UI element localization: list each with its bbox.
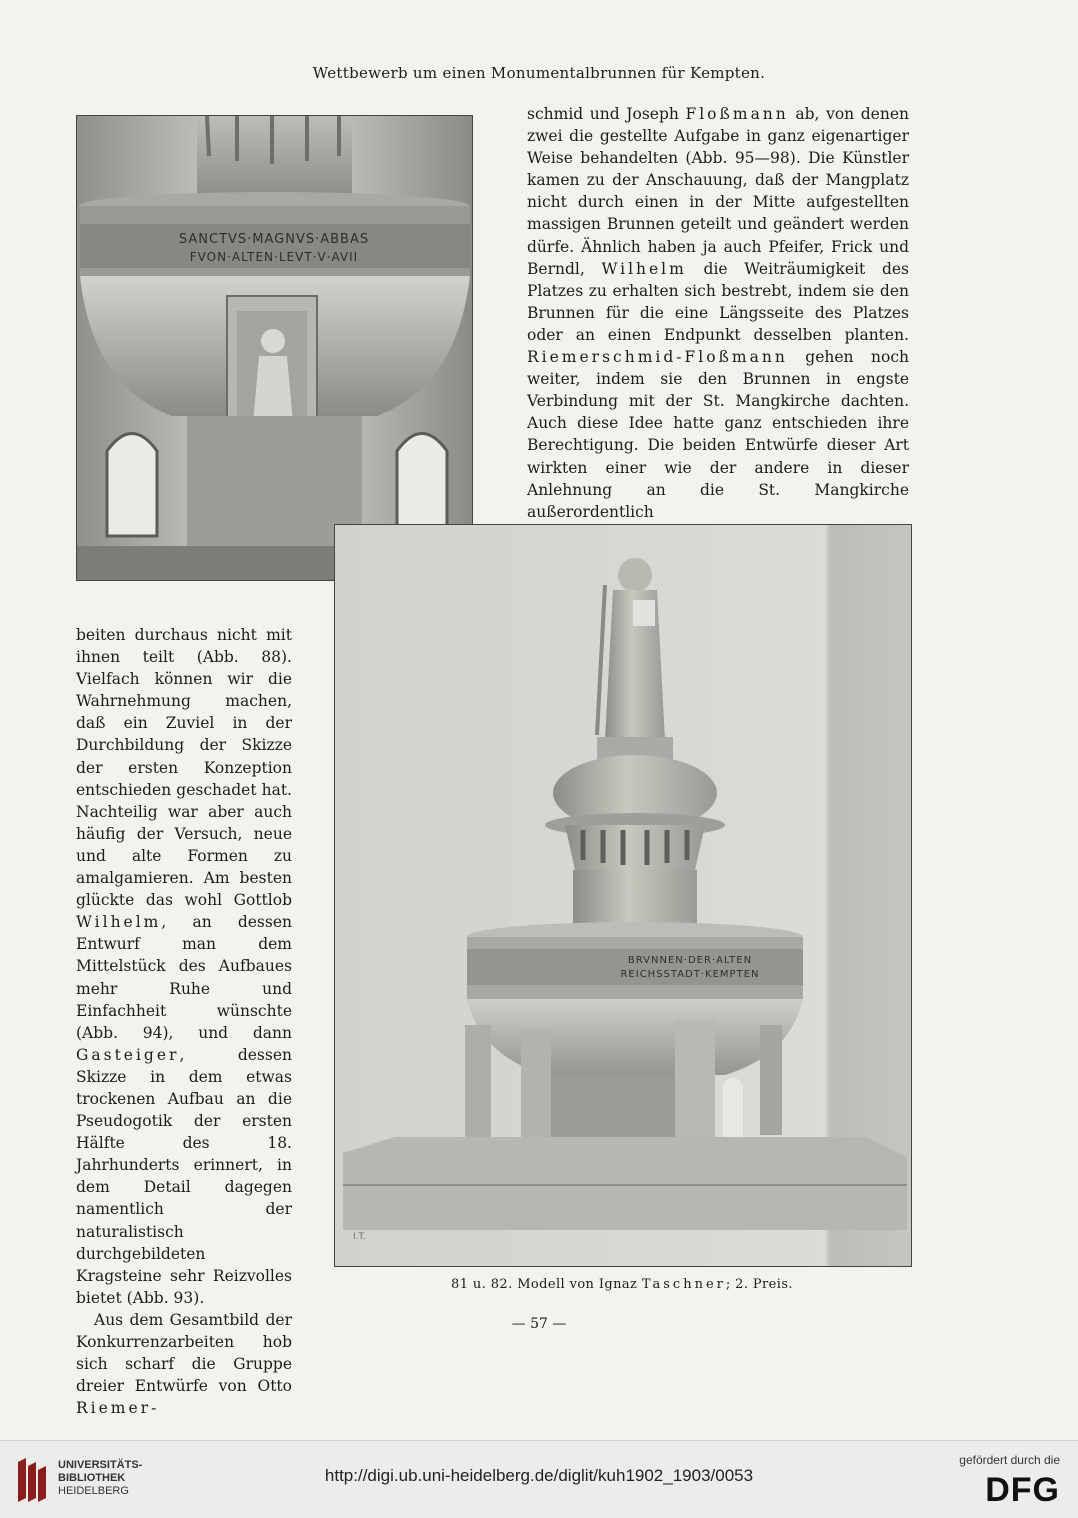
artist-monogram: I.T. xyxy=(353,1232,366,1242)
basin-inscription-line-1: SANCTVS·MAGNVS·ABBAS xyxy=(178,232,370,247)
page-number: — 57 — xyxy=(511,1316,567,1332)
fountain-detail-illustration xyxy=(77,116,472,580)
fountain-model-photo xyxy=(334,524,912,1267)
fountain-model-illustration xyxy=(335,525,911,1266)
dfg-logo: DFG xyxy=(985,1471,1060,1509)
rim-inscription-line-2: REICHSSTADT·KEMPTEN xyxy=(620,969,760,980)
paragraph-left-2: Aus dem Gesamtbild der Konkurrenzarbeiten hob sich scharf die Gruppe dreier Entwürfe von Otto Riemer- xyxy=(76,1310,292,1418)
funding-note: gefördert durch die xyxy=(959,1453,1060,1467)
paragraph-left-1: beiten durchaus nicht mit ihnen teilt (Abb. 88). Vielfach können wir die Wahrnehmung machen, daß ein Zuviel in der Durchbildung der Skizze der ersten Konzeption entschieden geschadet hat. Nachteilig war aber auch häufig der Versuch, neue und alte Formen zu amalgamieren. Am besten glückte das wohl Gottlob Wilhelm, an dessen Entwurf man dem Mittelstück des Aufbaues mehr Ruhe und Einfachheit wünschte (Abb. 94), und dann Gasteiger, dessen Skizze in dem etwas trockenen Aufbau an die Pseudogotik der ersten Hälfte des 18. Jahrhunderts erinnert, in dem Detail dagegen namentlich der naturalistisch durchgebildeten Kragsteine sehr Reizvolles bietet (Abb. 93). xyxy=(76,626,292,1307)
paragraph-right: schmid und Joseph Floßmann ab, von denen zwei die gestellte Aufgabe in ganz eigenartiger Weise behandelten (Abb. 95—98). Die Künstler kamen zu der Anschauung, daß der Mangplatz nicht durch einen in der Mitte aufgestellten massigen Brunnen geteilt und geändert werden dürfe. Ähnlich haben ja auch Pfeifer, Frick und Berndl, Wilhelm die Weiträumigkeit des Platzes zu erhalten sich bestrebt, indem sie den Brunnen für die eine Längsseite des Platzes oder an einen Endpunkt desselben planten. Riemerschmid-Floßmann gehen noch weiter, indem sie den Brunnen in engste Verbindung mit der St. Mangkirche dachten. Auch diese Idee hatte ganz entschieden ihre Berechtigung. Die beiden Entwürfe dieser Art wirkten einer wie der andere in dieser Anlehnung an die St. Mangkirche außerordentlich xyxy=(527,105,909,521)
figure-caption: 81 u. 82. Modell von Ignaz Taschner; 2. Preis. xyxy=(451,1277,793,1292)
running-title: Wettbewerb um einen Monumentalbrunnen für Kempten. xyxy=(312,64,766,82)
basin-inscription-line-2: FVON·ALTEN·LEVT·V·AVII xyxy=(189,250,359,264)
library-name: UNIVERSITÄTS- BIBLIOTHEK HEIDELBERG xyxy=(58,1459,143,1497)
fountain-detail-photo xyxy=(76,115,473,581)
rim-inscription-line-1: BRVNNEN·DER·ALTEN xyxy=(627,955,753,966)
digitization-footer xyxy=(0,1440,1078,1518)
source-url-link[interactable]: http://digi.ub.uni-heidelberg.de/diglit/kuh1902_1903/0053 xyxy=(324,1466,754,1485)
text-column-right-top xyxy=(527,103,909,545)
